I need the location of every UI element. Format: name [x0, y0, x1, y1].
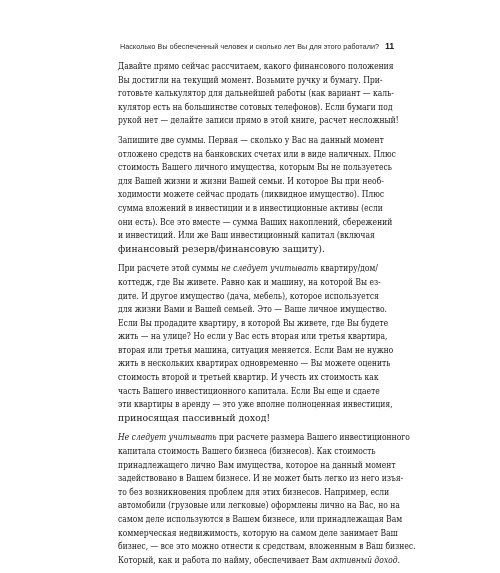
text-run: готовьте калькулятор для дальнейшей работы (как вариант — каль- — [118, 88, 394, 100]
text-line — [118, 101, 393, 115]
paragraph — [118, 431, 416, 567]
text-run: то без возникновения проблем для этих бизнесов. Например, если — [118, 486, 390, 498]
text-run: автомобили (грузовые или легковые) оформлены лично на Вас, но на — [118, 500, 400, 512]
text-run: финансовый резерв/финансовую защиту). — [118, 243, 325, 255]
text-run: отложено средств на банковских счетах или в виде наличных. Плюс — [118, 148, 396, 160]
text-line — [118, 161, 392, 175]
text-run: приносящая пассивный доход! — [118, 412, 271, 424]
italic-text: Не следует учитывать — [118, 432, 217, 444]
text-run: они есть). Все это вместе — сумма Ваших накоплений, сбережений — [118, 216, 393, 228]
text-line — [118, 276, 381, 290]
text-run: квартиру/дом/ — [318, 263, 378, 275]
text-line — [118, 385, 380, 399]
text-run: капитала стоимость Вашего бизнеса (бизнесов). Как стоимость — [118, 446, 376, 458]
text-line — [118, 527, 398, 541]
text-line — [118, 330, 388, 344]
text-run: сумма вложений в инвестиции и в инвестиционные активы (если — [118, 202, 383, 214]
text-run: и инвестиций. Или же Ваш инвестиционный капитал (включая — [118, 230, 375, 242]
running-title: Насколько Вы обеспеченный человек и сколько лет Вы для этого работали? — [120, 42, 380, 51]
text-run: эти квартиры в аренду — это уже вполне полноценная инвестиция, — [118, 399, 393, 411]
text-line — [118, 357, 391, 371]
running-header — [120, 41, 395, 51]
text-run: вторая или третья машина, ситуация меняется. Если Вам не нужно — [118, 344, 394, 356]
text-line — [118, 486, 390, 500]
text-line — [118, 431, 410, 445]
italic-text: не следует учитывать — [221, 263, 319, 275]
text-run: жить — на улице? Но если у Вас есть вторая или третья квартира, — [118, 331, 388, 343]
text-run: рукой нет — делайте записи прямо в этой книге, расчет несложный! — [118, 115, 399, 127]
text-run: ходимости можете сейчас продать (ликвидное имущество). Плюс — [118, 189, 385, 201]
text-run: часть Вашего инвестиционного капитала. Если Вы еще и сдаете — [118, 385, 380, 397]
text-run: жить в нескольких квартирах одновременно — Вы можете оценить — [118, 358, 391, 370]
text-line — [118, 114, 399, 128]
text-line — [118, 188, 385, 202]
text-line — [118, 317, 389, 331]
text-run: стоимость Вашего личного имущества, которым Вы не пользуетесь — [118, 162, 392, 174]
paragraph — [118, 60, 399, 128]
text-line — [118, 175, 384, 189]
text-line — [118, 371, 379, 385]
text-line — [118, 412, 370, 426]
text-line — [118, 499, 400, 513]
text-line — [118, 216, 393, 230]
text-line — [118, 229, 375, 243]
text-line — [118, 472, 404, 486]
text-run: При расчете этой суммы — [118, 263, 222, 275]
text-run: Вы достигли на текущий момент. Возьмите ручку и бумагу. При- — [118, 74, 383, 86]
text-run: самом деле используются в Вашем бизнесе, или принадлежащая Вам — [118, 514, 403, 525]
text-run: кулятор есть на большинстве сотовых телефонов). Если бумаги под — [118, 101, 393, 113]
page-number: 11 — [385, 41, 395, 51]
text-line — [118, 513, 403, 527]
text-line — [118, 344, 394, 358]
text-run: коттедж, где Вы живете. Равно как и машину, на которой Вы ез- — [118, 276, 381, 288]
text-run: Если Вы продадите квартиру, в которой Вы живете, где Вы будете — [118, 317, 389, 329]
text-run: для Вашей жизни и жизни Вашей семьи. И которое Вы при необ- — [118, 175, 384, 187]
text-line — [118, 87, 394, 101]
text-line — [118, 445, 376, 459]
text-run: для жизни Вами и Вашей семьей. Это — Ваше личное имущество. — [118, 304, 387, 316]
text-line — [118, 148, 396, 162]
text-run: Запишите две суммы. Первая — сколько у Вас на данный момент — [118, 134, 384, 146]
text-run: принадлежащего лично Вам имущества, которое на данный момент — [118, 459, 396, 471]
text-run: при расчете размера Вашего инвестиционного — [216, 432, 410, 444]
text-line — [118, 134, 384, 148]
text-line — [118, 74, 383, 88]
text-line — [118, 459, 396, 473]
paragraph — [118, 134, 396, 256]
italic-text: активный доход — [330, 554, 398, 566]
text-line — [118, 398, 393, 412]
text-run: дите. И другое имущество (дача, мебель), которое используется — [118, 290, 379, 302]
text-run: коммерческая недвижимость, которую на самом деле занимает Ваш — [118, 527, 398, 539]
text-line — [118, 262, 378, 276]
text-line — [118, 554, 401, 568]
text-line — [118, 303, 387, 317]
text-line — [118, 540, 416, 554]
text-line — [118, 202, 383, 216]
body-text — [118, 60, 416, 573]
text-run: задействовано в Вашем бизнесе. И не может быть легко из него изъя- — [118, 473, 404, 485]
text-line — [118, 290, 379, 304]
text-run: бизнес, — все это можно отнести к средствам, вложенным в Ваш бизнес. — [118, 541, 416, 553]
text-run: Давайте прямо сейчас рассчитаем, какого финансового положения — [118, 61, 394, 72]
text-run: . — [397, 554, 401, 566]
text-run: Который, как и работа по найму, обеспечивает Вам — [118, 554, 331, 566]
text-line — [118, 243, 370, 257]
paragraph — [118, 262, 394, 425]
text-line — [118, 60, 394, 74]
text-run: стоимость второй и третьей квартир. И учесть их стоимость как — [118, 372, 379, 384]
